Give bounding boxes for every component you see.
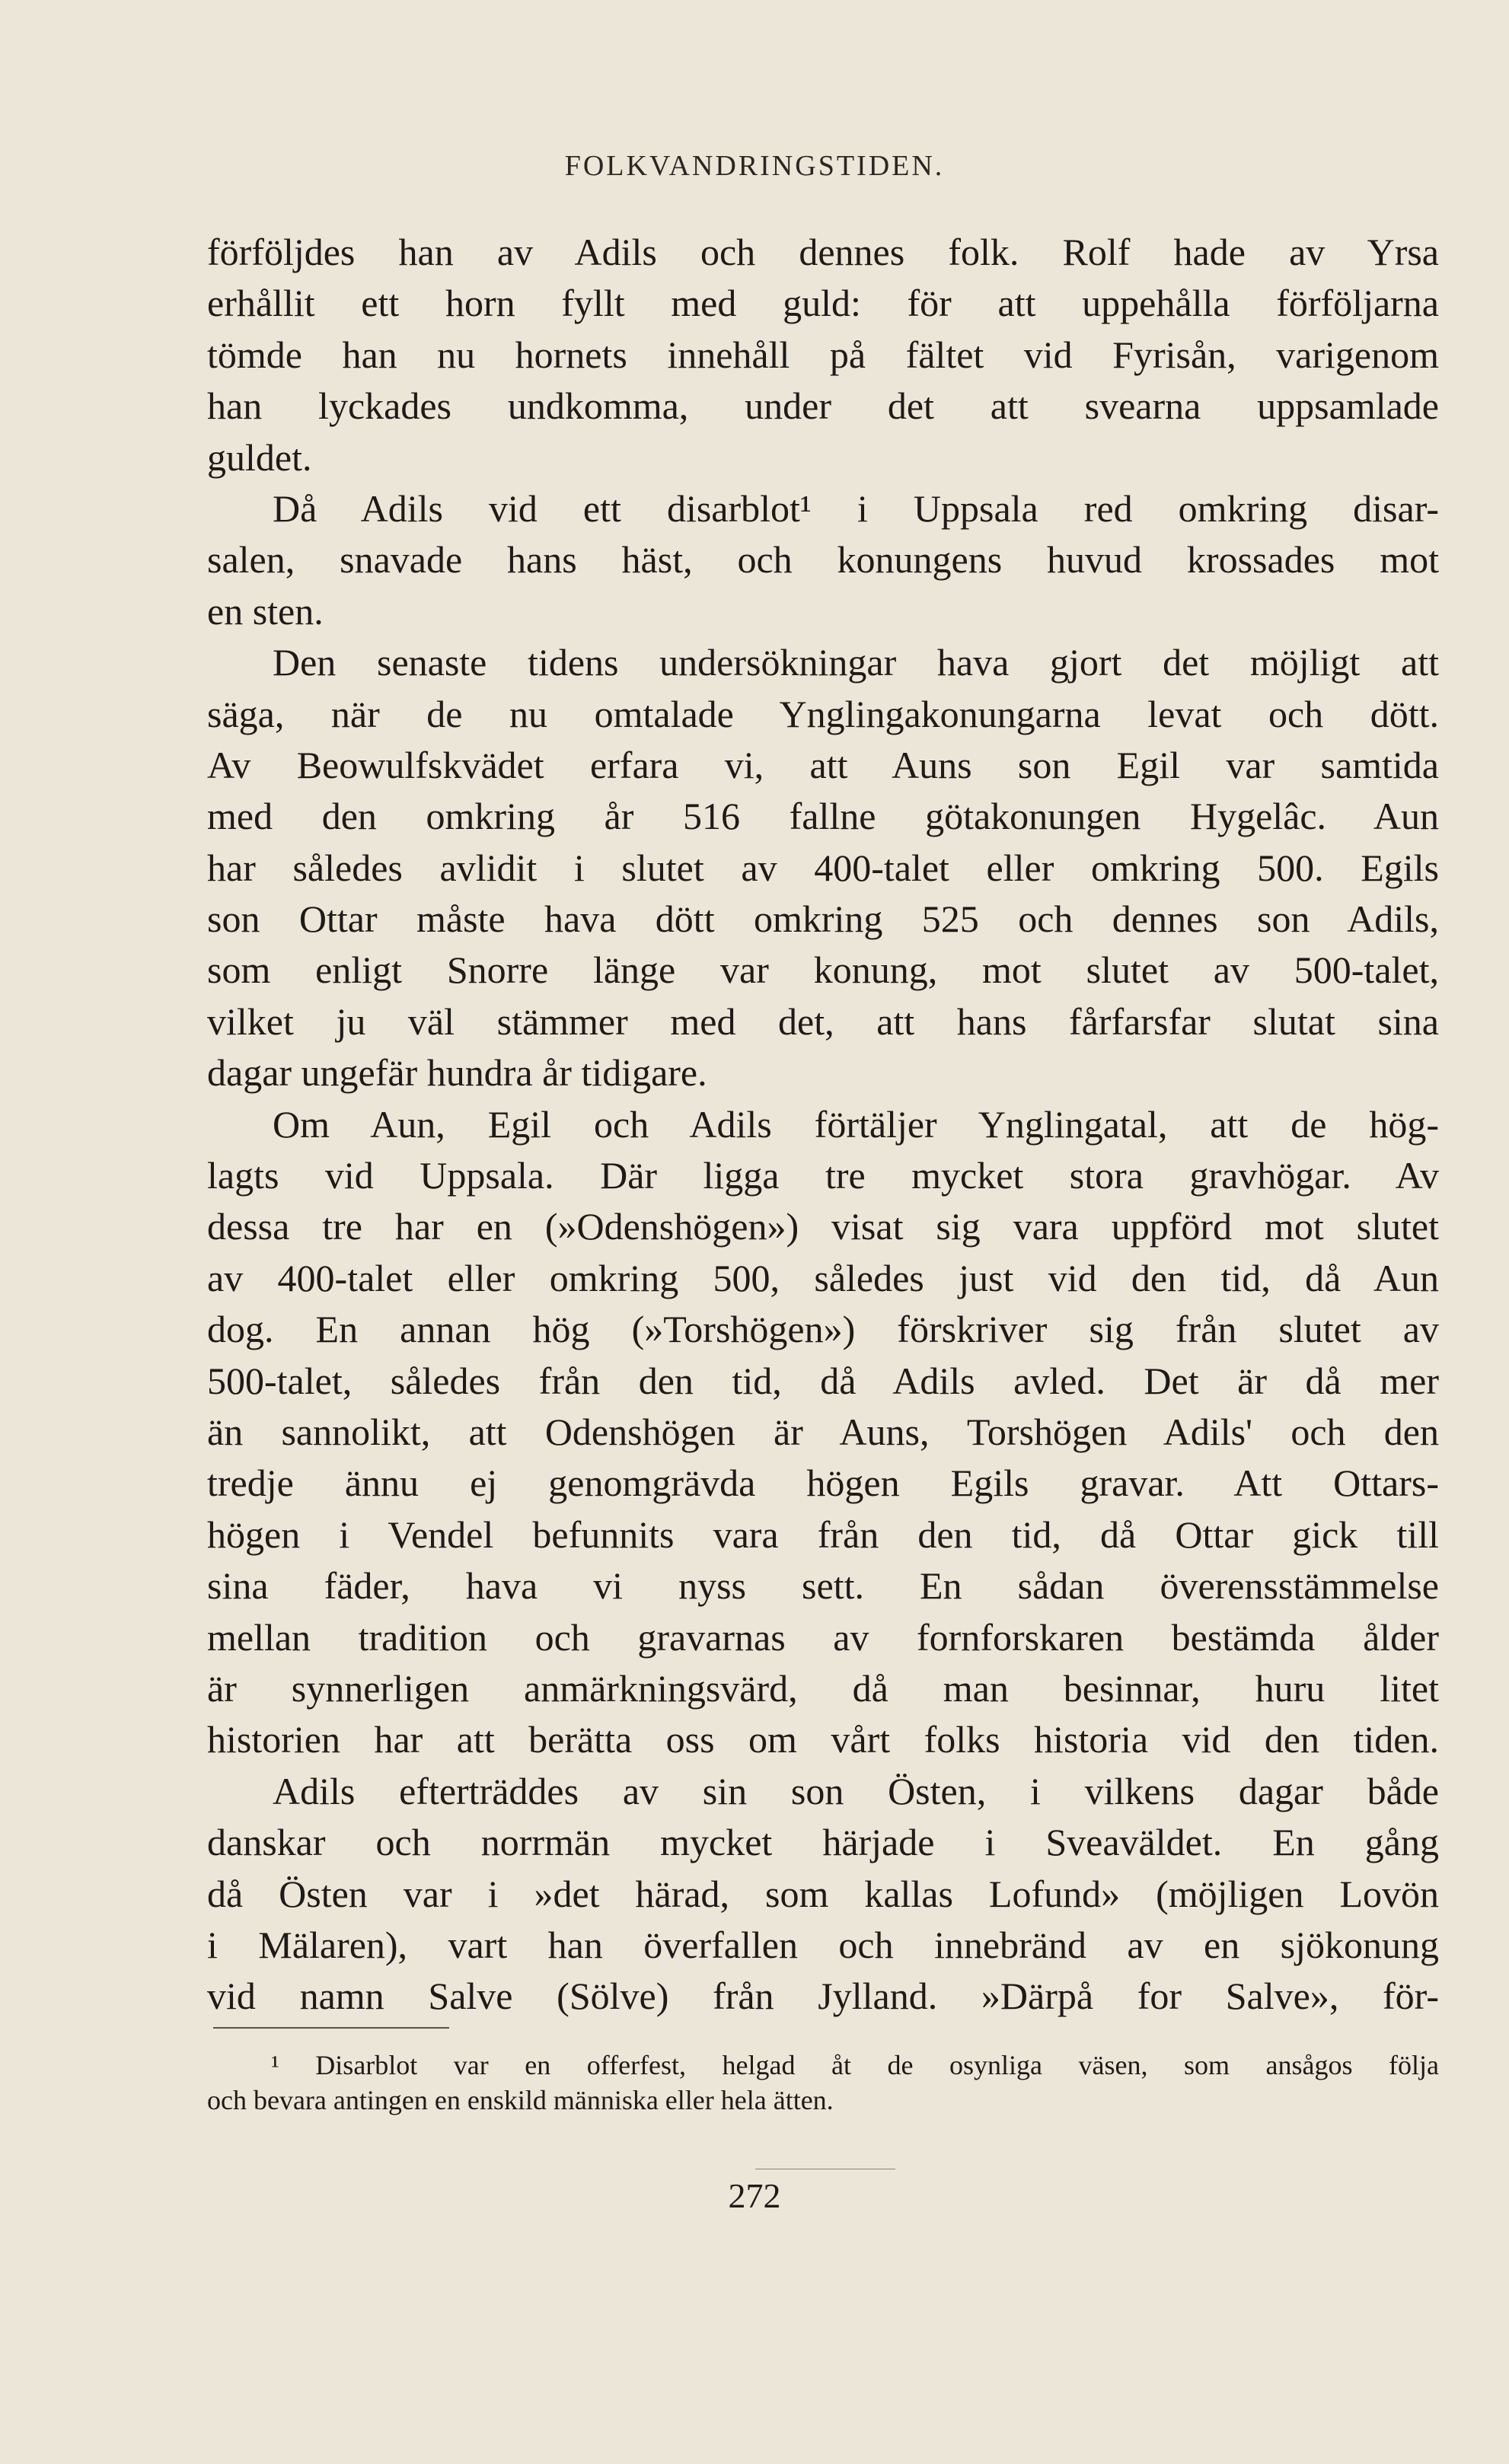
text-line: då Östen var i »det härad, som kallas Lofund» (möjligen Lovön bbox=[207, 1872, 1439, 1915]
text-line: dagar ungefär hundra år tidigare. bbox=[207, 1051, 707, 1095]
footnote-line: och bevara antingen en enskild människa eller hela ätten. bbox=[207, 2085, 834, 2115]
text-line: högen i Vendel befunnits vara från den tid, då Ottar gick till bbox=[207, 1513, 1439, 1556]
text-line: dessa tre har en (»Odenshögen») visat sig vara uppförd mot slutet bbox=[207, 1205, 1439, 1248]
text-line: han lyckades undkomma, under det att svearna uppsamlade bbox=[207, 384, 1439, 428]
text-line: tömde han nu hornets innehåll på fältet vid Fyrisån, varigenom bbox=[207, 333, 1439, 376]
text-line: sina fäder, hava vi nyss sett. En sådan överensstämmelse bbox=[207, 1564, 1439, 1608]
text-line: guldet. bbox=[207, 435, 312, 479]
text-line: som enligt Snorre länge var konung, mot slutet av 500-talet, bbox=[207, 948, 1439, 992]
footnote-rule bbox=[213, 2027, 449, 2029]
text-line: har således avlidit i slutet av 400-talet eller omkring 500. Egils bbox=[207, 846, 1439, 889]
text-line: en sten. bbox=[207, 589, 324, 633]
text-line: med den omkring år 516 fallne götakonungen Hygelâc. Aun bbox=[207, 795, 1439, 838]
text-line: erhållit ett horn fyllt med guld: för att uppehålla förföljarna bbox=[207, 282, 1439, 325]
page-number: 272 bbox=[728, 2176, 781, 2215]
footnote-line: ¹ Disarblot var en offerfest, helgad åt de osynliga väsen, som ansågos följa bbox=[271, 2050, 1439, 2080]
text-line: vilket ju väl stämmer med det, att hans fårfarsfar slutat sina bbox=[207, 999, 1439, 1043]
main-text bbox=[207, 227, 1439, 2023]
text-line: Adils efterträddes av sin son Östen, i vilkens dagar både bbox=[273, 1769, 1439, 1812]
text-line: i Mälaren), vart han överfallen och innebränd av en sjökonung bbox=[207, 1923, 1439, 1966]
text-line: salen, snavade hans häst, och konungens huvud krossades mot bbox=[207, 538, 1439, 582]
text-line: Av Beowulfskvädet erfara vi, att Auns son Egil var samtida bbox=[207, 743, 1439, 786]
text-line: säga, när de nu omtalade Ynglingakonungarna levat och dött. bbox=[207, 692, 1439, 735]
text-line: lagts vid Uppsala. Där ligga tre mycket stora gravhögar. Av bbox=[207, 1154, 1439, 1197]
text-line: danskar och norrmän mycket härjade i Sveaväldet. En gång bbox=[207, 1821, 1439, 1864]
text-line: 500-talet, således från den tid, då Adils avled. Det är då mer bbox=[207, 1359, 1439, 1402]
text-line: mellan tradition och gravarnas av fornforskaren bestämda ålder bbox=[207, 1615, 1439, 1659]
text-line: förföljdes han av Adils och dennes folk. Rolf hade av Yrsa bbox=[207, 231, 1439, 273]
text-line: son Ottar måste hava dött omkring 525 och dennes son Adils, bbox=[207, 897, 1439, 941]
text-line: Den senaste tidens undersökningar hava gjort det möjligt att bbox=[273, 641, 1439, 684]
text-line: än sannolikt, att Odenshögen är Auns, Torshögen Adils' och den bbox=[207, 1410, 1439, 1453]
text-line: är synnerligen anmärkningsvärd, då man besinnar, huru litet bbox=[207, 1666, 1439, 1710]
text-line: historien har att berätta oss om vårt folks historia vid den tiden. bbox=[207, 1718, 1439, 1761]
text-line: Om Aun, Egil och Adils förtäljer Ynglingatal, att de hög- bbox=[273, 1102, 1439, 1146]
running-header: FOLKVANDRINGSTIDEN. bbox=[564, 150, 945, 182]
text-line: Då Adils vid ett disarblot¹ i Uppsala red omkring disar- bbox=[273, 486, 1439, 530]
text-line: av 400-talet eller omkring 500, således just vid den tid, då Aun bbox=[207, 1256, 1439, 1299]
text-line: dog. En annan hög (»Torshögen») förskriver sig från slutet av bbox=[207, 1308, 1439, 1351]
text-line: tredje ännu ej genomgrävda högen Egils gravar. Att Ottars- bbox=[207, 1462, 1439, 1505]
text-line: vid namn Salve (Sölve) från Jylland. »Därpå for Salve», för- bbox=[207, 1975, 1439, 2018]
footnote bbox=[207, 2048, 1439, 2118]
